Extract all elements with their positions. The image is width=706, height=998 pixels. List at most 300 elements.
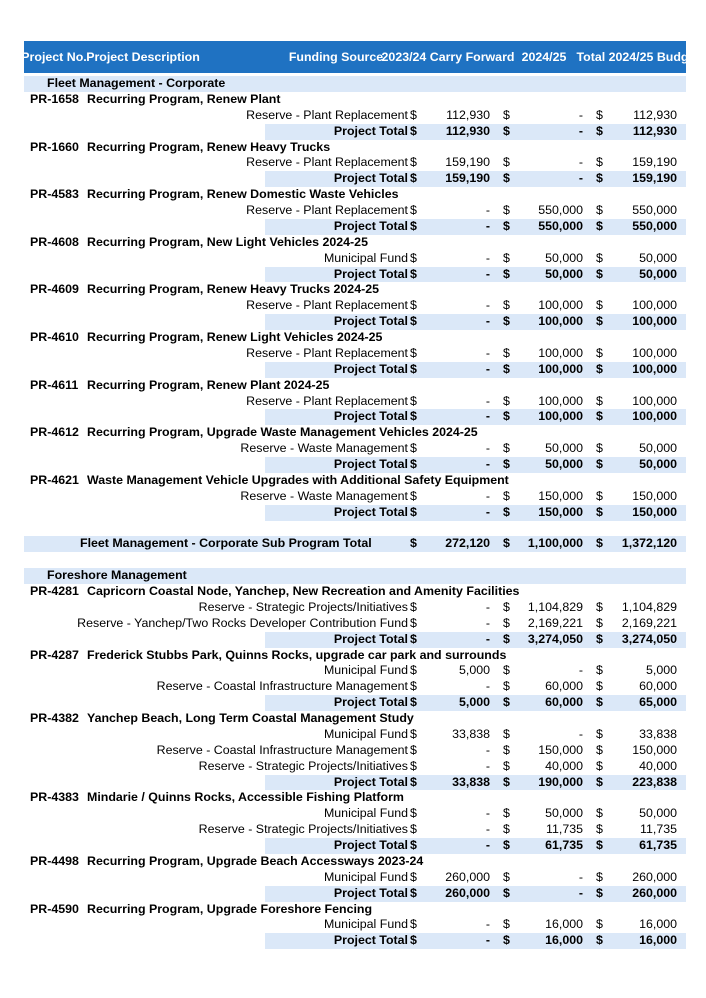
carry-forward-value: - (485, 822, 490, 837)
currency-symbol: $ (596, 742, 603, 757)
currency-symbol: $ (410, 171, 417, 186)
year-value: 1,104,829 (527, 599, 583, 614)
project-total-row (24, 886, 686, 902)
project-number: PR-4583 (30, 187, 79, 202)
currency-symbol: $ (503, 393, 510, 408)
funding-source-row (24, 298, 686, 314)
currency-symbol: $ (410, 203, 417, 217)
project-row (24, 584, 686, 600)
total-value: 33,838 (639, 726, 677, 741)
project-description: Recurring Program, Renew Heavy Trucks 2024-25 (87, 282, 380, 297)
carry-forward-value: - (485, 393, 490, 408)
total-value: 223,838 (632, 774, 677, 789)
year-value: 550,000 (538, 203, 583, 217)
funding-source-row (24, 727, 686, 743)
carry-forward-value: - (485, 599, 490, 614)
carry-forward-value: 33,838 (452, 774, 490, 789)
currency-symbol: $ (410, 218, 417, 233)
project-total-label: Project Total (333, 171, 408, 186)
project-row (24, 378, 686, 394)
currency-symbol: $ (410, 774, 417, 789)
project-row (24, 711, 686, 727)
carry-forward-value: 112,930 (445, 123, 490, 138)
funding-source-row (24, 489, 686, 505)
total-value: 61,735 (639, 838, 677, 852)
carry-forward-value: - (485, 314, 490, 329)
currency-symbol: $ (503, 599, 510, 614)
currency-symbol: $ (596, 917, 603, 932)
currency-symbol: $ (503, 822, 510, 837)
project-total-row (24, 171, 686, 187)
currency-symbol: $ (503, 298, 510, 313)
project-total-label: Project Total (333, 361, 408, 376)
currency-symbol: $ (503, 441, 510, 456)
project-row (24, 92, 686, 108)
currency-symbol: $ (596, 599, 603, 614)
currency-symbol: $ (503, 457, 510, 471)
project-row (24, 648, 686, 664)
project-number: PR-4612 (30, 425, 79, 440)
year-value: 100,000 (538, 409, 583, 424)
funding-source-row (24, 155, 686, 171)
currency-symbol: $ (596, 488, 603, 503)
carry-forward-value: - (485, 933, 490, 948)
project-description: Recurring Program, Renew Domestic Waste Vehicles (87, 187, 399, 202)
currency-symbol: $ (410, 838, 417, 852)
carry-forward-value: - (485, 631, 490, 646)
total-value: 150,000 (632, 504, 677, 519)
currency-symbol: $ (410, 345, 417, 360)
year-value: 100,000 (538, 314, 583, 329)
currency-symbol: $ (596, 774, 603, 789)
project-total-row (24, 409, 686, 425)
project-total-label: Project Total (333, 218, 408, 233)
carry-forward-value: 112,930 (446, 107, 490, 122)
currency-symbol: $ (410, 457, 417, 471)
currency-symbol: $ (410, 599, 417, 614)
currency-symbol: $ (410, 393, 417, 408)
total-value: 100,000 (632, 314, 677, 329)
currency-symbol: $ (410, 123, 417, 138)
year-value: 40,000 (545, 758, 583, 773)
currency-symbol: $ (410, 615, 417, 630)
year-value: - (578, 123, 583, 138)
total-value: 40,000 (639, 758, 677, 773)
project-description: Recurring Program, Renew Light Vehicles 2024-25 (87, 330, 383, 344)
year-value: 50,000 (545, 266, 583, 281)
currency-symbol: $ (410, 917, 417, 932)
total-value: 2,169,221 (621, 615, 677, 630)
project-total-label: Project Total (333, 631, 408, 646)
carry-forward-value: - (485, 345, 490, 360)
currency-symbol: $ (596, 361, 603, 376)
carry-forward-value: 5,000 (458, 695, 490, 710)
currency-symbol: $ (596, 933, 603, 948)
currency-symbol: $ (503, 869, 510, 884)
funding-source-row (24, 616, 686, 632)
currency-symbol: $ (503, 933, 510, 948)
currency-symbol: $ (596, 441, 603, 456)
project-total-label: Project Total (333, 695, 408, 710)
currency-symbol: $ (503, 695, 510, 710)
total-value: 260,000 (632, 869, 677, 884)
currency-symbol: $ (596, 155, 603, 170)
year-value: 100,000 (538, 298, 583, 313)
carry-forward-value: - (485, 457, 490, 471)
total-value: 260,000 (632, 885, 677, 900)
project-number: PR-4383 (30, 790, 79, 805)
currency-symbol: $ (503, 250, 510, 265)
currency-symbol: $ (503, 838, 510, 852)
carry-forward-value: 33,838 (452, 726, 490, 741)
currency-symbol: $ (596, 203, 603, 217)
currency-symbol: $ (596, 266, 603, 281)
funding-source-row (24, 806, 686, 822)
header-carry-forward: 2023/24 Carry Forward (381, 49, 515, 64)
funding-source-name: Reserve - Plant Replacement (246, 155, 408, 170)
carry-forward-value: - (485, 615, 490, 630)
carry-forward-value: 260,000 (445, 869, 490, 884)
funding-source-name: Municipal Fund (323, 726, 408, 741)
carry-forward-value: - (485, 218, 490, 233)
project-row (24, 187, 686, 203)
project-description: Frederick Stubbs Park, Quinns Rocks, upgrade car park and surrounds (87, 647, 507, 662)
currency-symbol: $ (596, 663, 603, 678)
year-value: 16,000 (545, 933, 583, 948)
currency-symbol: $ (410, 726, 417, 741)
funding-source-row (24, 870, 686, 886)
year-value: 50,000 (545, 457, 583, 471)
total-value: 100,000 (632, 409, 677, 424)
project-description: Recurring Program, Renew Plant (87, 91, 281, 106)
funding-source-name: Reserve - Strategic Projects/Initiatives (198, 758, 408, 773)
currency-symbol: $ (596, 631, 603, 646)
total-value: 100,000 (632, 393, 677, 408)
year-value: 1,100,000 (527, 536, 583, 551)
currency-symbol: $ (596, 806, 603, 821)
currency-symbol: $ (410, 361, 417, 376)
project-total-row (24, 124, 686, 140)
year-value: 190,000 (538, 774, 583, 789)
project-total-row (24, 933, 686, 949)
currency-symbol: $ (596, 822, 603, 837)
project-number: PR-4498 (30, 853, 79, 868)
project-total-label: Project Total (333, 409, 408, 424)
project-total-row (24, 314, 686, 330)
currency-symbol: $ (410, 869, 417, 884)
header-description: Project Description (86, 49, 200, 64)
total-value: 50,000 (639, 266, 677, 281)
section-header (24, 568, 686, 584)
total-value: 60,000 (639, 679, 677, 694)
carry-forward-value: - (485, 203, 490, 217)
header-year: 2024/25 (521, 49, 567, 64)
project-row (24, 140, 686, 156)
project-row (24, 790, 686, 806)
total-value: 112,930 (632, 123, 677, 138)
project-total-row (24, 775, 686, 791)
currency-symbol: $ (410, 298, 417, 313)
year-value: 50,000 (545, 441, 583, 456)
project-total-row (24, 219, 686, 235)
carry-forward-value: - (485, 298, 490, 313)
header-funding-source: Funding Source (288, 49, 384, 64)
currency-symbol: $ (503, 203, 510, 217)
currency-symbol: $ (596, 107, 603, 122)
carry-forward-value: - (485, 250, 490, 265)
table-body (24, 76, 686, 949)
total-value: 16,000 (639, 917, 677, 932)
funding-source-name: Municipal Fund (323, 869, 408, 884)
total-value: 550,000 (632, 218, 677, 233)
project-row (24, 235, 686, 251)
currency-symbol: $ (596, 345, 603, 360)
year-value: 100,000 (538, 345, 583, 360)
total-value: 150,000 (632, 742, 677, 757)
currency-symbol: $ (503, 504, 510, 519)
project-total-row (24, 695, 686, 711)
currency-symbol: $ (410, 441, 417, 456)
currency-symbol: $ (503, 742, 510, 757)
currency-symbol: $ (503, 123, 510, 138)
funding-source-name: Municipal Fund (323, 806, 408, 821)
funding-source-name: Municipal Fund (323, 663, 408, 678)
section-title: Fleet Management - Corporate (47, 76, 226, 90)
year-value: 60,000 (545, 679, 583, 694)
project-row (24, 902, 686, 918)
funding-source-row (24, 394, 686, 410)
year-value: 61,735 (545, 838, 583, 852)
year-value: 550,000 (538, 218, 583, 233)
currency-symbol: $ (410, 536, 417, 551)
year-value: 3,274,050 (527, 631, 583, 646)
year-value: 150,000 (538, 488, 583, 503)
budget-table (21, 41, 700, 949)
currency-symbol: $ (503, 663, 510, 678)
project-total-label: Project Total (333, 774, 408, 789)
currency-symbol: $ (410, 314, 417, 329)
year-value: 150,000 (538, 742, 583, 757)
section-header (24, 76, 686, 92)
funding-source-name: Reserve - Plant Replacement (246, 203, 408, 217)
currency-symbol: $ (410, 250, 417, 265)
funding-source-name: Reserve - Waste Management (240, 441, 408, 456)
funding-source-row (24, 822, 686, 838)
currency-symbol: $ (596, 679, 603, 694)
total-value: 65,000 (639, 695, 677, 710)
project-total-row (24, 267, 686, 283)
currency-symbol: $ (503, 679, 510, 694)
carry-forward-value: - (485, 742, 490, 757)
project-number: PR-4621 (30, 472, 79, 487)
project-description: Yanchep Beach, Long Term Coastal Management Study (87, 711, 414, 725)
currency-symbol: $ (410, 806, 417, 821)
carry-forward-value: - (485, 917, 490, 932)
project-total-row (24, 362, 686, 378)
funding-source-name: Reserve - Plant Replacement (246, 393, 408, 408)
funding-source-row (24, 600, 686, 616)
total-value: 150,000 (632, 488, 677, 503)
year-value: 150,000 (538, 504, 583, 519)
currency-symbol: $ (410, 679, 417, 694)
carry-forward-value: 159,190 (445, 155, 490, 170)
project-number: PR-1658 (30, 91, 79, 106)
funding-source-row (24, 346, 686, 362)
currency-symbol: $ (503, 345, 510, 360)
carry-forward-value: 272,120 (445, 536, 490, 551)
currency-symbol: $ (503, 488, 510, 503)
project-total-label: Project Total (333, 314, 408, 329)
currency-symbol: $ (503, 774, 510, 789)
funding-source-name: Reserve - Yanchep/Two Rocks Developer Contribution Fund (77, 615, 408, 630)
total-value: 100,000 (632, 298, 677, 313)
currency-symbol: $ (596, 838, 603, 852)
project-total-label: Project Total (333, 838, 408, 852)
currency-symbol: $ (503, 536, 510, 551)
total-value: 1,372,120 (621, 536, 677, 551)
project-number: PR-4608 (30, 234, 79, 249)
funding-source-row (24, 663, 686, 679)
currency-symbol: $ (410, 488, 417, 503)
currency-symbol: $ (503, 171, 510, 186)
carry-forward-value: - (485, 488, 490, 503)
project-total-label: Project Total (333, 504, 408, 519)
sub-program-total-label: Fleet Management - Corporate Sub Program Total (80, 536, 372, 551)
project-description: Recurring Program, Upgrade Foreshore Fencing (87, 901, 373, 916)
project-description: Recurring Program, Upgrade Waste Management Vehicles 2024-25 (87, 425, 478, 440)
currency-symbol: $ (596, 250, 603, 265)
funding-source-name: Reserve - Plant Replacement (246, 345, 408, 360)
currency-symbol: $ (596, 726, 603, 741)
currency-symbol: $ (596, 298, 603, 313)
project-row (24, 282, 686, 298)
year-value: 50,000 (545, 250, 583, 265)
funding-source-row (24, 743, 686, 759)
carry-forward-value: - (485, 361, 490, 376)
currency-symbol: $ (503, 218, 510, 233)
currency-symbol: $ (503, 758, 510, 773)
currency-symbol: $ (410, 742, 417, 757)
total-value: 159,190 (632, 155, 677, 170)
carry-forward-value: - (485, 838, 490, 852)
currency-symbol: $ (410, 933, 417, 948)
year-value: - (578, 171, 583, 186)
currency-symbol: $ (410, 822, 417, 837)
funding-source-name: Reserve - Waste Management (240, 488, 408, 503)
currency-symbol: $ (503, 726, 510, 741)
currency-symbol: $ (503, 107, 510, 122)
currency-symbol: $ (410, 631, 417, 646)
funding-source-row (24, 108, 686, 124)
project-description: Recurring Program, Renew Heavy Trucks (87, 139, 331, 154)
carry-forward-value: - (485, 679, 490, 694)
project-number: PR-1660 (30, 139, 79, 154)
carry-forward-value: - (485, 441, 490, 456)
project-number: PR-4382 (30, 711, 79, 725)
project-total-label: Project Total (333, 933, 408, 948)
year-value: - (578, 869, 583, 884)
project-total-row (24, 838, 686, 854)
total-value: 3,274,050 (621, 631, 677, 646)
total-value: 16,000 (639, 933, 677, 948)
funding-source-row (24, 759, 686, 775)
project-total-label: Project Total (333, 885, 408, 900)
total-value: 159,190 (632, 171, 677, 186)
currency-symbol: $ (596, 536, 603, 551)
year-value: 60,000 (545, 695, 583, 710)
project-row (24, 425, 686, 441)
currency-symbol: $ (503, 155, 510, 170)
funding-source-row (24, 251, 686, 267)
project-total-row (24, 632, 686, 648)
year-value: - (578, 885, 583, 900)
year-value: 100,000 (538, 393, 583, 408)
currency-symbol: $ (410, 409, 417, 424)
year-value: - (578, 663, 583, 678)
currency-symbol: $ (410, 663, 417, 678)
total-value: 50,000 (639, 457, 677, 471)
funding-source-name: Reserve - Plant Replacement (246, 298, 408, 313)
project-description: Waste Management Vehicle Upgrades with Additional Safety Equipment (87, 472, 509, 487)
currency-symbol: $ (503, 409, 510, 424)
currency-symbol: $ (410, 266, 417, 281)
project-number: PR-4281 (30, 584, 79, 598)
total-value: 50,000 (639, 806, 677, 821)
carry-forward-value: - (485, 504, 490, 519)
year-value: - (578, 155, 583, 170)
currency-symbol: $ (596, 393, 603, 408)
currency-symbol: $ (503, 615, 510, 630)
project-number: PR-4609 (30, 282, 79, 297)
project-description: Recurring Program, New Light Vehicles 2024-25 (87, 234, 368, 249)
currency-symbol: $ (503, 917, 510, 932)
project-number: PR-4611 (30, 377, 79, 392)
currency-symbol: $ (596, 409, 603, 424)
year-value: 2,169,221 (527, 615, 583, 630)
funding-source-row (24, 917, 686, 933)
sub-program-total-row (24, 536, 686, 552)
currency-symbol: $ (596, 457, 603, 471)
funding-source-row (24, 679, 686, 695)
project-row (24, 473, 686, 489)
total-value: 1,104,829 (621, 599, 677, 614)
project-total-label: Project Total (333, 266, 408, 281)
project-number: PR-4287 (30, 647, 79, 662)
carry-forward-value: - (485, 409, 490, 424)
currency-symbol: $ (410, 695, 417, 710)
total-value: 112,930 (633, 107, 677, 122)
table-header (21, 41, 700, 73)
year-value: 50,000 (545, 806, 583, 821)
project-number: PR-4610 (30, 330, 79, 344)
currency-symbol: $ (503, 266, 510, 281)
currency-symbol: $ (596, 885, 603, 900)
project-description: Recurring Program, Renew Plant 2024-25 (87, 377, 330, 392)
project-number: PR-4590 (30, 901, 79, 916)
currency-symbol: $ (503, 885, 510, 900)
currency-symbol: $ (596, 123, 603, 138)
currency-symbol: $ (596, 695, 603, 710)
currency-symbol: $ (503, 631, 510, 646)
total-value: 100,000 (632, 345, 677, 360)
currency-symbol: $ (596, 504, 603, 519)
funding-source-name: Reserve - Strategic Projects/Initiatives (198, 599, 408, 614)
currency-symbol: $ (596, 314, 603, 329)
project-row (24, 330, 686, 346)
funding-source-row (24, 441, 686, 457)
currency-symbol: $ (410, 155, 417, 170)
currency-symbol: $ (503, 314, 510, 329)
